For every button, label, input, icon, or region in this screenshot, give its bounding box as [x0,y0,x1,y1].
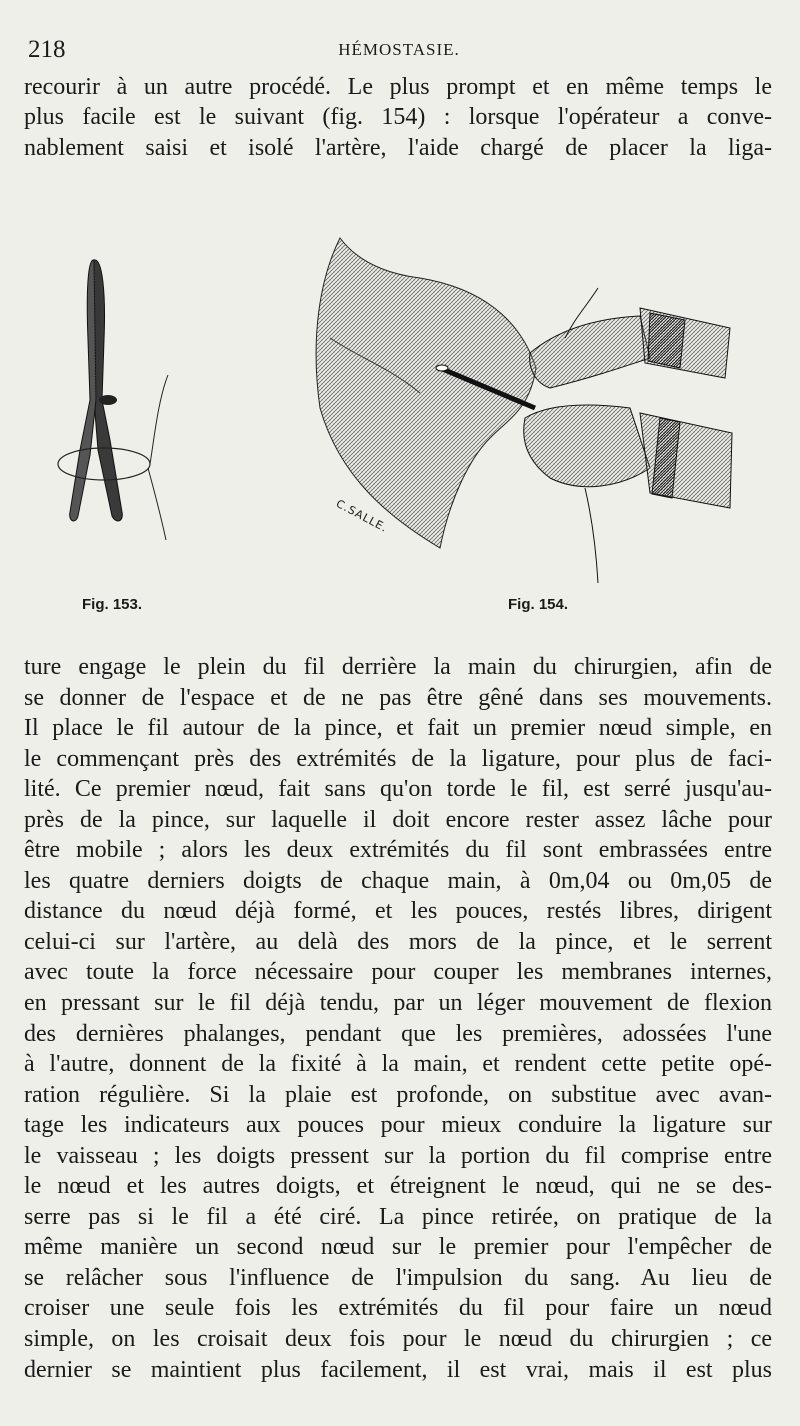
figure-153-forceps-illustration [50,250,180,550]
text-line: recourir à un autre procédé. Le plus prompt et en même temps le [24,74,772,100]
text-line: serre pas si le fil a été ciré. La pince retirée, on pratique de la [24,1203,772,1230]
body-paragraph [24,652,772,1385]
text-line: ture engage le plein du fil derrière la main du chirurgien, afin de [24,654,772,680]
engraver-signature: C.SALLE. [333,497,390,536]
text-line: être mobile ; alors les deux extrémités du fil sont embrassées entre [24,837,772,864]
text-line: Il place le fil autour de la pince, et fait un premier nœud simple, en [24,715,772,742]
running-head: HÉMOSTASIE. [338,40,460,59]
text-line: se relâcher sous l'influence de l'impulsion du sang. Au lieu de [24,1264,772,1291]
text-line: simple, on les croisait deux fois pour le nœud du chirurgien ; ce [24,1326,772,1353]
top-paragraph [24,72,772,163]
text-line: en pressant sur le fil déjà tendu, par un léger mouvement de flexion [24,990,772,1017]
text-line: plus facile est le suivant (fig. 154) : lorsque l'opérateur a conve- [24,104,772,131]
text-line: près de la pince, sur laquelle il doit encore rester assez lâche pour [24,806,772,833]
text-line: dernier se maintient plus facilement, il est vrai, mais il est plus [24,1356,772,1383]
text-line: le vaisseau ; les doigts pressent sur la portion du fil comprise entre [24,1142,772,1169]
text-line: distance du nœud déjà formé, et les pouces, restés libres, dirigent [24,898,772,925]
text-line: croiser une seule fois les extrémités du fil pour faire un nœud [24,1295,772,1322]
text-line: celui-ci sur l'artère, au delà des mors de la pince, et le serrent [24,928,772,955]
text-line: ration régulière. Si la plaie est profonde, on substitue avec avan- [24,1081,772,1108]
page-number: 218 [28,36,66,63]
figure-154-caption: Fig. 154. [508,596,569,613]
page-header [28,36,770,66]
text-line: le nœud et les autres doigts, et étreignent le nœud, qui ne se des- [24,1173,772,1200]
text-line: lité. Ce premier nœud, fait sans qu'on torde le fil, est serré jusqu'au- [24,776,772,803]
text-line: à l'autre, donnent de la fixité à la main, et rendent cette petite opé- [24,1051,772,1078]
text-line: se donner de l'espace et de ne pas être gêné dans ses mouvements. [24,684,772,711]
text-line: avec toute la force nécessaire pour couper les membranes internes, [24,959,772,986]
text-line: même manière un second nœud sur le premier pour l'empêcher de [24,1234,772,1261]
text-line: le commençant près des extrémités de la ligature, pour plus de faci- [24,745,772,772]
text-line: des dernières phalanges, pendant que les premières, adossées l'une [24,1020,772,1047]
figure-154-ligature-illustration [300,218,740,588]
text-line: les quatre derniers doigts de chaque main, à 0m,04 ou 0m,05 de [24,867,772,894]
text-line: nablement saisi et isolé l'artère, l'aide chargé de placer la liga- [24,134,772,161]
text-line: tage les indicateurs aux pouces pour mieux conduire la ligature sur [24,1112,772,1139]
figure-153-caption: Fig. 153. [82,596,143,613]
